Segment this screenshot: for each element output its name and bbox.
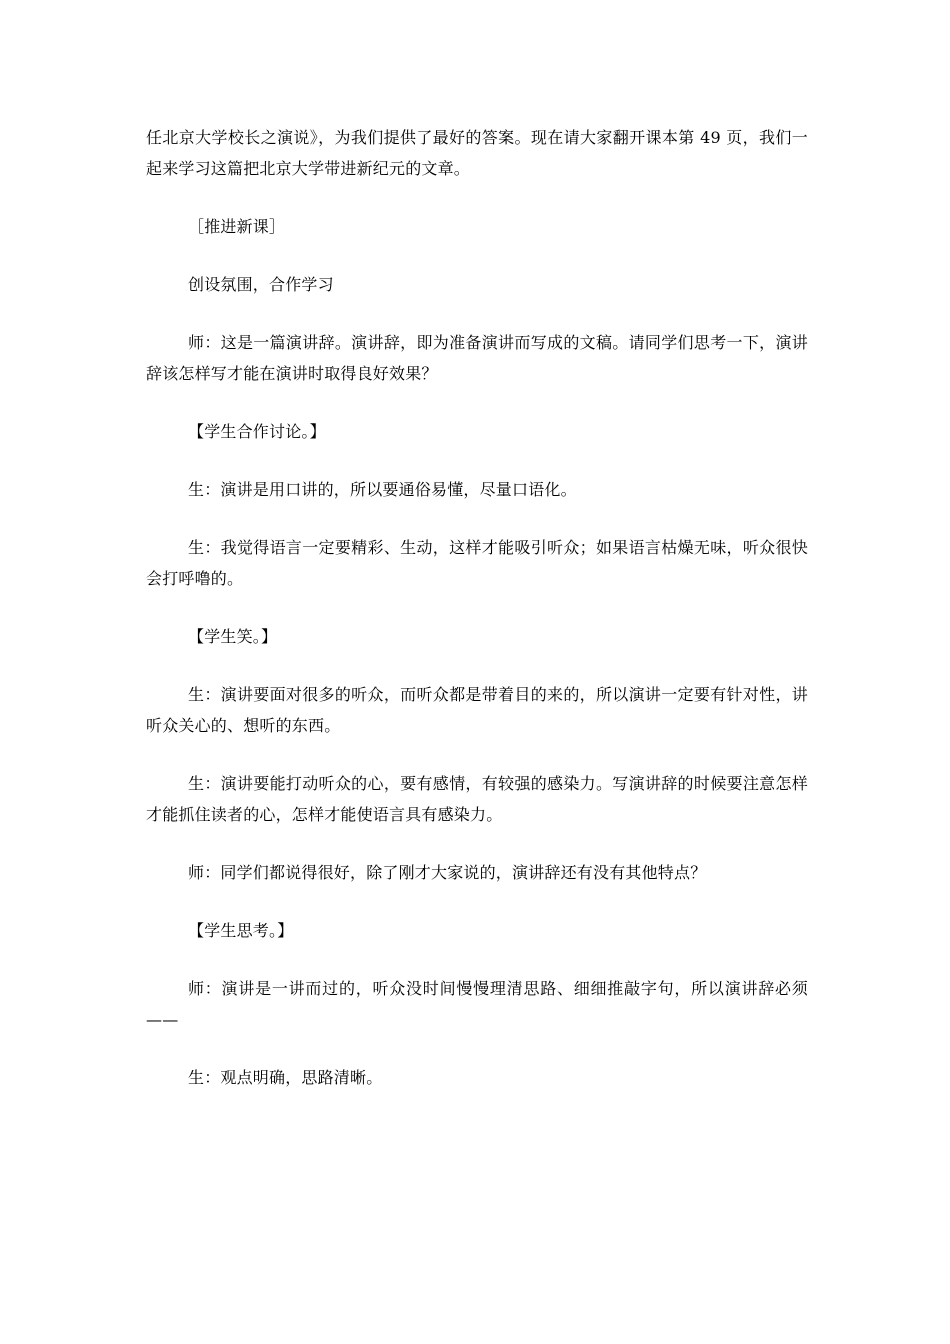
- paragraph-gap: [146, 888, 808, 915]
- paragraph-gap: [146, 505, 808, 532]
- stage-note: 【学生思考。】: [188, 921, 294, 940]
- student-line: 生：演讲要面对很多的听众，而听众都是带着目的来的，所以演讲一定要有针对性，讲听众关心的、想听的东西。: [146, 685, 808, 735]
- paragraph-gap: [146, 652, 808, 679]
- paragraph-gap: [146, 741, 808, 768]
- paragraph-gap: [146, 184, 808, 211]
- teacher-line: 师：这是一篇演讲辞。演讲辞，即为准备演讲而写成的文稿。请同学们思考一下，演讲辞该怎样写才能在演讲时取得良好效果？: [146, 333, 808, 383]
- paragraph-gap: [146, 946, 808, 973]
- student-line: 生：演讲要能打动听众的心，要有感情，有较强的感染力。写演讲辞的时候要注意怎样才能抓住读者的心，怎样才能使语言具有感染力。: [146, 774, 808, 824]
- section-heading-new-lesson: ［推进新课］: [188, 217, 286, 236]
- paragraph-gap: [146, 447, 808, 474]
- paragraph-gap: [146, 300, 808, 327]
- subheading-atmosphere: 创设氛围，合作学习: [188, 275, 334, 294]
- teacher-line: 师：演讲是一讲而过的，听众没时间慢慢理清思路、细细推敲字句，所以演讲辞必须——: [146, 979, 808, 1029]
- stage-note: 【学生合作讨论。】: [188, 422, 326, 441]
- student-line: 生：我觉得语言一定要精彩、生动，这样才能吸引听众；如果语言枯燥无味，听众很快会打呼噜的。: [146, 538, 808, 588]
- stage-note: 【学生笑。】: [188, 627, 278, 646]
- paragraph-gap: [146, 594, 808, 621]
- paragraph-intro: 任北京大学校长之演说》，为我们提供了最好的答案。现在请大家翻开课本第 49 页，我们一起来学习这篇把北京大学带进新纪元的文章。: [146, 128, 808, 178]
- paragraph-gap: [146, 389, 808, 416]
- paragraph-gap: [146, 242, 808, 269]
- document-body: [146, 122, 808, 1093]
- student-line: 生：演讲是用口讲的，所以要通俗易懂，尽量口语化。: [188, 480, 577, 499]
- paragraph-gap: [146, 1035, 808, 1062]
- teacher-line: 师：同学们都说得很好，除了刚才大家说的，演讲辞还有没有其他特点？: [188, 863, 707, 882]
- paragraph-gap: [146, 830, 808, 857]
- student-line: 生：观点明确，思路清晰。: [188, 1068, 383, 1087]
